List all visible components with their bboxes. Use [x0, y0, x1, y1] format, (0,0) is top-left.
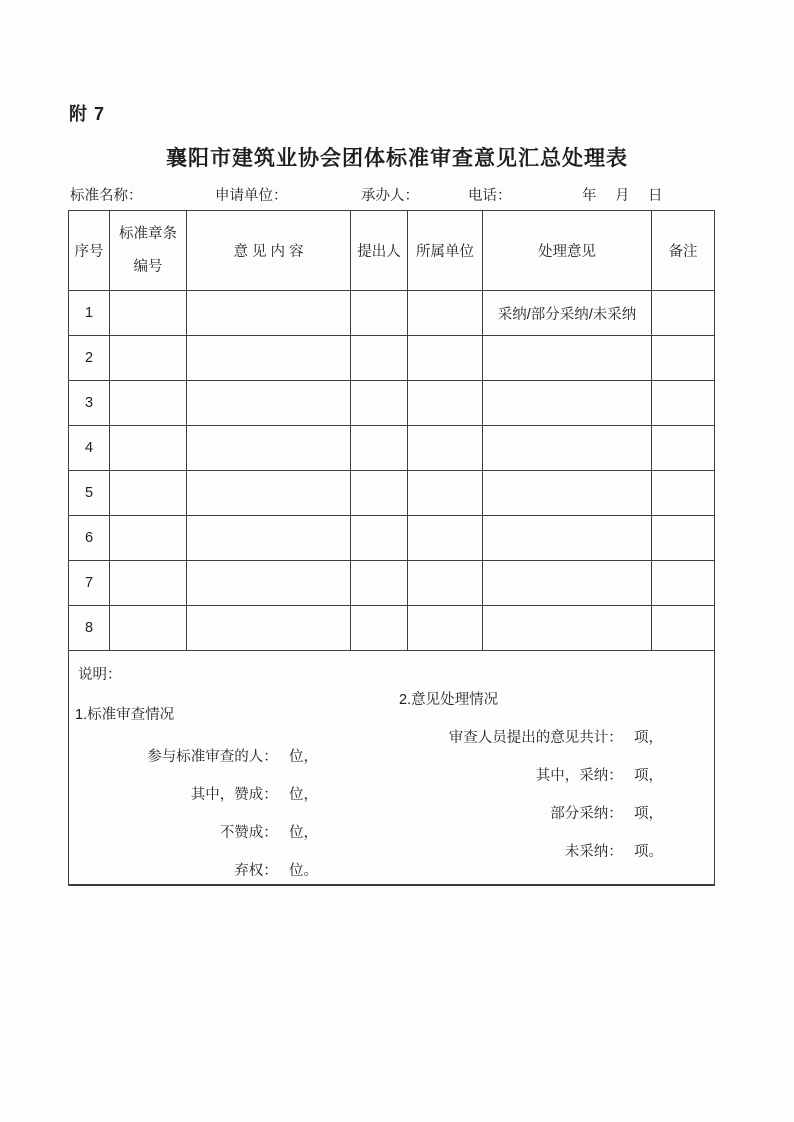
opinions-partial-line: 部分采纳： 项， — [550, 806, 663, 822]
cell-handling — [483, 606, 652, 651]
cell-serial: 1 — [69, 291, 110, 336]
cell-content — [187, 606, 351, 651]
cell-remark — [652, 516, 715, 561]
cell-proposer — [351, 516, 408, 561]
col-header-chapter-text: 标准章条编号 — [119, 225, 177, 275]
cell-content — [187, 291, 351, 336]
cell-proposer — [351, 426, 408, 471]
table-row — [69, 471, 715, 516]
cell-chapter — [110, 291, 187, 336]
table-row — [69, 381, 715, 426]
cell-remark — [652, 426, 715, 471]
cell-remark — [652, 471, 715, 516]
review-approve-line: 其中，赞成： 位， — [190, 787, 318, 803]
cell-unit — [408, 516, 483, 561]
col-header-chapter — [110, 211, 187, 291]
cell-remark — [652, 291, 715, 336]
opinions-rejected-line: 未采纳： 项。 — [564, 844, 663, 860]
opinions-total-line: 审查人员提出的意见共计： 项， — [448, 730, 663, 746]
cell-chapter — [110, 561, 187, 606]
cell-unit — [408, 426, 483, 471]
cell-content — [187, 381, 351, 426]
col-header-content: 意 见 内 容 — [187, 211, 351, 291]
cell-content — [187, 561, 351, 606]
cell-content — [187, 336, 351, 381]
col-header-handling: 处理意见 — [483, 211, 652, 291]
review-opinions-table — [68, 210, 715, 886]
review-participants-line: 参与标准审查的人： 位， — [147, 749, 318, 765]
cell-serial: 6 — [69, 516, 110, 561]
cell-unit — [408, 471, 483, 516]
cell-serial: 7 — [69, 561, 110, 606]
cell-handling — [483, 471, 652, 516]
notes-cell — [69, 651, 715, 886]
table-row — [69, 516, 715, 561]
notes-row — [69, 651, 715, 886]
cell-serial: 5 — [69, 471, 110, 516]
cell-handling: 采纳/部分采纳/未采纳 — [483, 291, 652, 336]
col-header-proposer: 提出人 — [351, 211, 408, 291]
cell-chapter — [110, 471, 187, 516]
cell-serial: 2 — [69, 336, 110, 381]
cell-serial: 3 — [69, 381, 110, 426]
cell-unit — [408, 561, 483, 606]
review-status-heading: 1.标准审查情况 — [75, 707, 175, 723]
cell-unit — [408, 336, 483, 381]
phone-label: 电话： — [468, 188, 512, 204]
cell-remark — [652, 561, 715, 606]
col-header-remark: 备注 — [652, 211, 715, 291]
handler-label: 承办人： — [361, 188, 419, 204]
attachment-label: 附 7 — [69, 104, 106, 124]
cell-content — [187, 426, 351, 471]
table-row — [69, 291, 715, 336]
cell-handling — [483, 561, 652, 606]
cell-chapter — [110, 381, 187, 426]
cell-proposer — [351, 471, 408, 516]
cell-remark — [652, 606, 715, 651]
cell-handling — [483, 381, 652, 426]
applicant-unit-label: 申请单位： — [215, 188, 288, 204]
cell-content — [187, 516, 351, 561]
cell-proposer — [351, 291, 408, 336]
notes-label: 说明： — [78, 667, 122, 683]
table-header-row — [69, 211, 715, 291]
standard-name-label: 标准名称： — [70, 188, 143, 204]
cell-proposer — [351, 606, 408, 651]
cell-chapter — [110, 336, 187, 381]
table-row — [69, 426, 715, 471]
col-header-unit: 所属单位 — [408, 211, 483, 291]
cell-unit — [408, 381, 483, 426]
cell-serial: 8 — [69, 606, 110, 651]
cell-chapter — [110, 606, 187, 651]
page-title: 襄阳市建筑业协会团体标准审查意见汇总处理表 — [166, 147, 628, 170]
opinions-adopted-line: 其中，采纳： 项， — [535, 768, 663, 784]
cell-remark — [652, 381, 715, 426]
cell-proposer — [351, 381, 408, 426]
review-disapprove-line: 不赞成： 位， — [219, 825, 318, 841]
review-abstain-line: 弃权： 位。 — [234, 863, 318, 879]
table-row — [69, 561, 715, 606]
cell-handling — [483, 336, 652, 381]
cell-serial: 4 — [69, 426, 110, 471]
col-header-serial: 序号 — [69, 211, 110, 291]
date-label: 年 月 日 — [582, 188, 665, 204]
form-info-line — [68, 184, 714, 204]
opinion-handling-heading: 2.意见处理情况 — [399, 692, 499, 708]
cell-content — [187, 471, 351, 516]
table-row — [69, 336, 715, 381]
cell-proposer — [351, 336, 408, 381]
cell-proposer — [351, 561, 408, 606]
table-row — [69, 606, 715, 651]
cell-chapter — [110, 426, 187, 471]
cell-chapter — [110, 516, 187, 561]
cell-remark — [652, 336, 715, 381]
cell-unit — [408, 291, 483, 336]
cell-handling — [483, 516, 652, 561]
cell-handling — [483, 426, 652, 471]
cell-unit — [408, 606, 483, 651]
